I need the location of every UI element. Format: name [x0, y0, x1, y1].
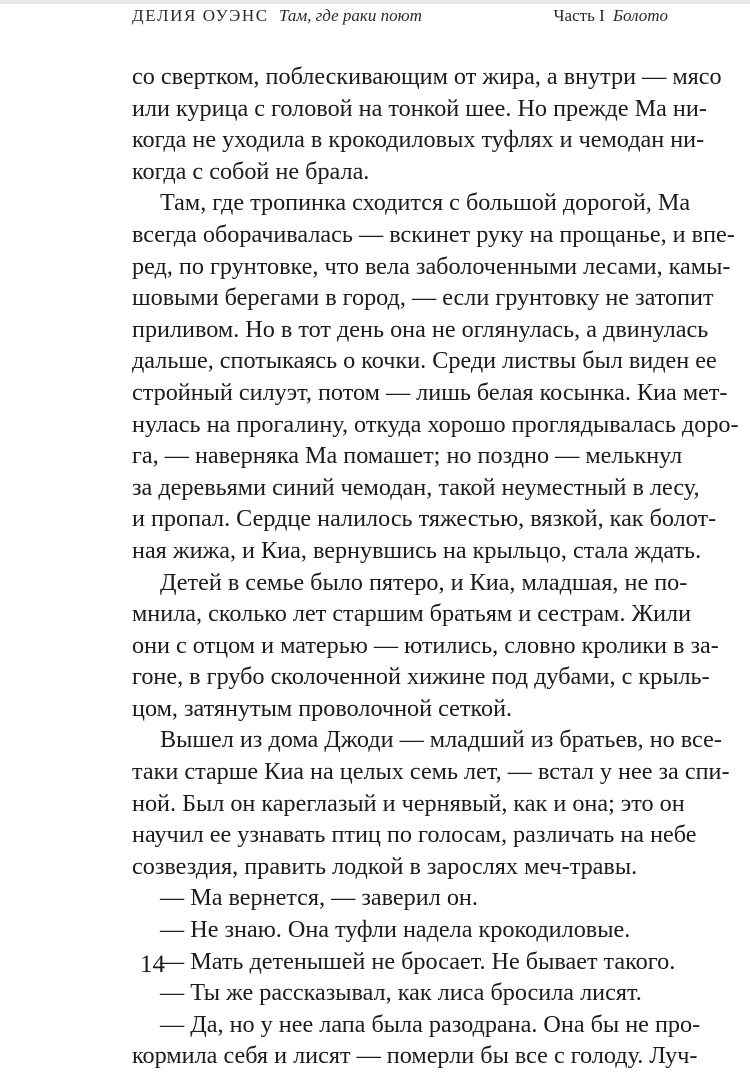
paragraph	[132, 567, 719, 725]
paragraph	[132, 187, 739, 566]
page-top-edge	[0, 0, 750, 4]
dialogue-line	[132, 882, 655, 914]
text-line: гоне, в грубо сколоченной хижине под дубами, с крыль-	[132, 663, 710, 691]
running-head	[132, 6, 668, 32]
text-line: — Мать детенышей не бросает. Не бывает такого.	[160, 947, 676, 975]
running-head-right	[554, 6, 669, 26]
text-line: шовыми берегами в город, — если грунтовку не затопит	[132, 284, 714, 312]
text-line: — Не знаю. Она туфли надела крокодиловые.	[160, 916, 631, 944]
text-line: мнила, сколько лет старшим братьям и сестрам. Жили	[132, 600, 692, 628]
page-number: 14	[140, 951, 165, 978]
text-line: стройный силуэт, потом — лишь белая косынка. Киа мет-	[132, 378, 728, 406]
dialogue-line	[132, 914, 655, 946]
dialogue-line	[132, 1009, 701, 1072]
text-line: таки старше Киа на целых семь лет, — встал у нее за спи-	[132, 758, 730, 786]
text-line: — Ма вернется, — заверил он.	[160, 884, 478, 912]
text-line: Вышел из дома Джоди — младший из братьев, но все-	[160, 726, 722, 754]
text-line: и пропал. Сердце налилось тяжестью, вязкой, как болот-	[132, 505, 717, 533]
text-line: научил ее узнавать птиц по голосам, различать на небе	[132, 821, 697, 849]
text-line: кормила себя и лисят — померли бы все с голоду. Луч-	[132, 1042, 698, 1070]
text-line: когда с собой не брала.	[132, 157, 370, 185]
text-line: — Ты же рассказывал, как лиса бросила лисят.	[160, 979, 642, 1007]
text-line: всегда оборачивалась — вскинет руку на прощанье, и впе-	[132, 220, 735, 248]
text-line: за деревьями синий чемодан, такой неуместный в лесу,	[132, 473, 700, 501]
running-head-author: ДЕЛИЯ ОУЭНС	[132, 6, 269, 25]
text-line: Детей в семье было пятеро, и Киа, младшая, не по-	[160, 568, 688, 596]
paragraph	[132, 724, 730, 882]
text-line: дальше, спотыкаясь о кочки. Среди листвы был виден ее	[132, 347, 717, 375]
dialogue-line	[132, 946, 676, 978]
text-line: или курица с головой на тонкой шее. Но прежде Ма ни-	[132, 94, 707, 122]
text-line: созвездия, править лодкой в зарослях меч-травы.	[132, 852, 638, 880]
text-line: со свертком, поблескивающим от жира, а внутри — мясо	[132, 63, 722, 90]
running-head-left	[132, 6, 422, 26]
running-head-part-title: Болото	[612, 6, 668, 25]
text-line: ная жижа, и Киа, вернувшись на крыльцо, стала ждать.	[132, 536, 702, 564]
dialogue-line	[132, 977, 655, 1009]
body-text	[132, 61, 739, 1072]
text-line: цом, затянутым проволочной сеткой.	[132, 694, 513, 722]
text-line: нулась на прогалину, откуда хорошо проглядывалась доро-	[132, 410, 739, 438]
text-line: ред, по грунтовке, что вела заболоченными лесами, камы-	[132, 252, 731, 280]
text-line: — Да, но у нее лапа была разодрана. Она бы не про-	[160, 1010, 701, 1038]
running-head-book-title: Там, где раки поют	[278, 6, 422, 25]
text-line: приливом. Но в тот день она не оглянулась, а двинулась	[132, 315, 709, 343]
paragraph	[132, 61, 722, 187]
text-line: ной. Был он кареглазый и чернявый, как и она; это он	[132, 789, 685, 817]
text-line: га, — наверняка Ма помашет; но поздно — мелькнул	[132, 442, 683, 470]
text-line: Там, где тропинка сходится с большой дорогой, Ма	[160, 189, 691, 217]
running-head-part: Часть I	[553, 6, 605, 25]
text-line: они с отцом и матерью — ютились, словно кролики в за-	[132, 631, 719, 659]
text-line: когда не уходила в крокодиловых туфлях и чемодан ни-	[132, 126, 705, 154]
